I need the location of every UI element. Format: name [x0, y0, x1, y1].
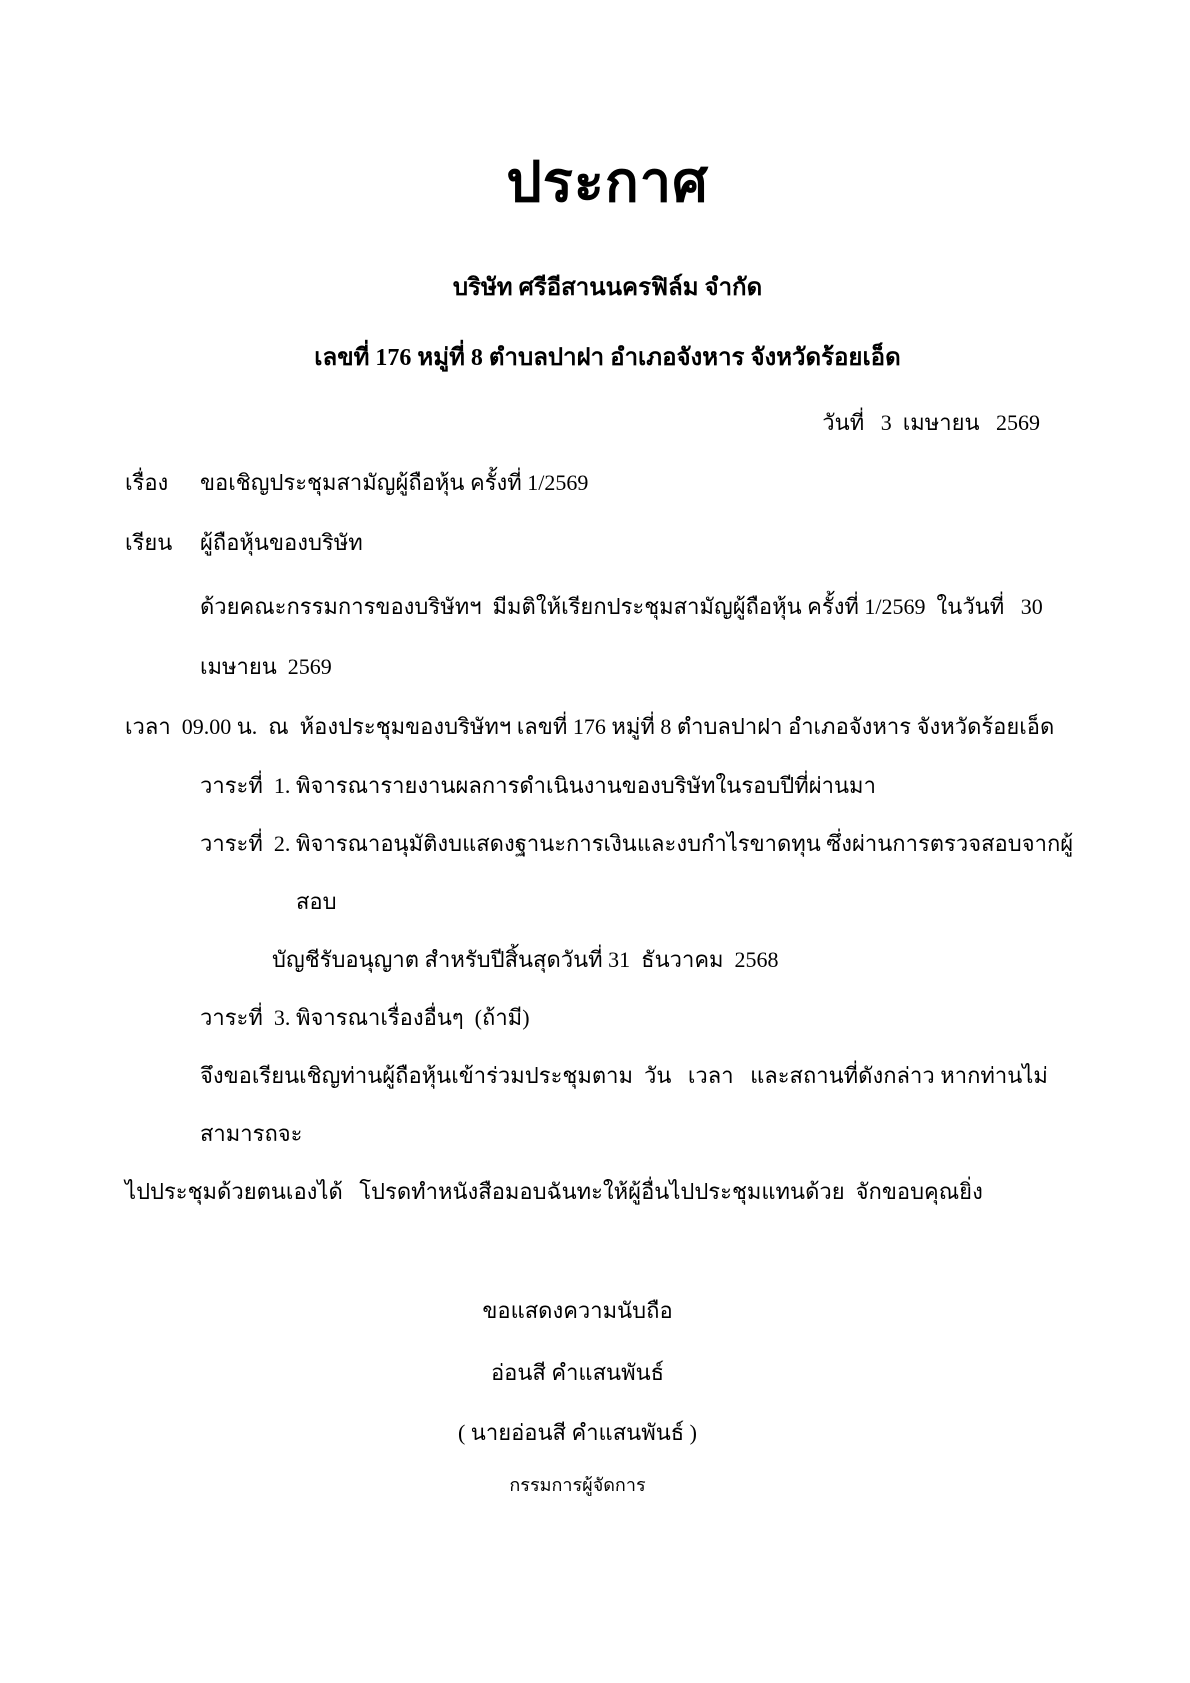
subject-text: ขอเชิญประชุมสามัญผู้ถือหุ้น ครั้งที่ 1/2569 — [200, 470, 589, 495]
agenda-item-2-label: วาระที่ 2. — [200, 831, 291, 856]
company-name: บริษัท ศรีอีสานนครฟิล์ม จำกัด — [452, 275, 763, 301]
agenda-item-3-text: พิจารณาเรื่องอื่นๆ (ถ้ามี) — [296, 1005, 530, 1030]
agenda-item-3-label: วาระที่ 3. — [200, 1005, 291, 1030]
agenda-item-1-text: พิจารณารายงานผลการดำเนินงานของบริษัทในรอบปีที่ผ่านมา — [296, 773, 876, 798]
signature-name-parenthesized: ( นายอ่อนสี คำแสนพันธ์ ) — [457, 1420, 697, 1445]
closing-paragraph-line-1: จึงขอเรียนเชิญท่านผู้ถือหุ้นเข้าร่วมประชุมตาม วัน เวลา และสถานที่ดังกล่าว หากท่านไม่สามารถจะ — [200, 1063, 1048, 1146]
signature-name: อ่อนสี คำแสนพันธ์ — [490, 1360, 665, 1385]
agenda-item-1-label: วาระที่ 1. — [200, 773, 291, 798]
date-line: วันที่ 3 เมษายน 2569 — [822, 410, 1040, 435]
agenda-item-2-continuation: บัญชีรับอนุญาต สำหรับปีสิ้นสุดวันที่ 31 ธันวาคม 2568 — [272, 947, 779, 972]
signature-block — [95, 1289, 1060, 1503]
subject-label: เรื่อง — [125, 470, 169, 495]
document-title: ประกาศ — [506, 152, 709, 214]
opening-paragraph — [125, 577, 1090, 757]
addressee-label: เรียน — [125, 530, 173, 555]
agenda-item-3 — [200, 989, 1090, 1047]
opening-paragraph-line-2: เวลา 09.00 น. ณ ห้องประชุมของบริษัทฯ เลขที่ 176 หมู่ที่ 8 ตำบลปาฝา อำเภอจังหาร จังหวัดร้อยเอ็ด — [125, 714, 1055, 739]
subject-row — [125, 463, 1090, 503]
signature-position: กรรมการผู้จัดการ — [509, 1475, 646, 1495]
closing-paragraph-line-2: ไปประชุมด้วยตนเองได้ โปรดทำหนังสือมอบฉันทะให้ผู้อื่นไปประชุมแทนด้วย จักขอบคุณยิ่ง — [125, 1179, 983, 1204]
company-address: เลขที่ 176 หมู่ที่ 8 ตำบลปาฝา อำเภอจังหาร จังหวัดร้อยเอ็ด — [314, 345, 901, 371]
agenda-item-1 — [200, 757, 1090, 815]
agenda-item-2 — [200, 815, 1090, 931]
agenda-item-2-text: พิจารณาอนุมัติงบแสดงฐานะการเงินและงบกำไรขาดทุน ซึ่งผ่านการตรวจสอบจากผู้สอบ — [296, 831, 1074, 914]
addressee-text: ผู้ถือหุ้นของบริษัท — [200, 530, 363, 555]
addressee-row — [125, 523, 1090, 563]
opening-paragraph-line-1: ด้วยคณะกรรมการของบริษัทฯ มีมติให้เรียกประชุมสามัญผู้ถือหุ้น ครั้งที่ 1/2569 ในวันที่ 30 เมษายน 2569 — [200, 594, 1054, 679]
signature-salutation: ขอแสดงความนับถือ — [482, 1298, 673, 1323]
